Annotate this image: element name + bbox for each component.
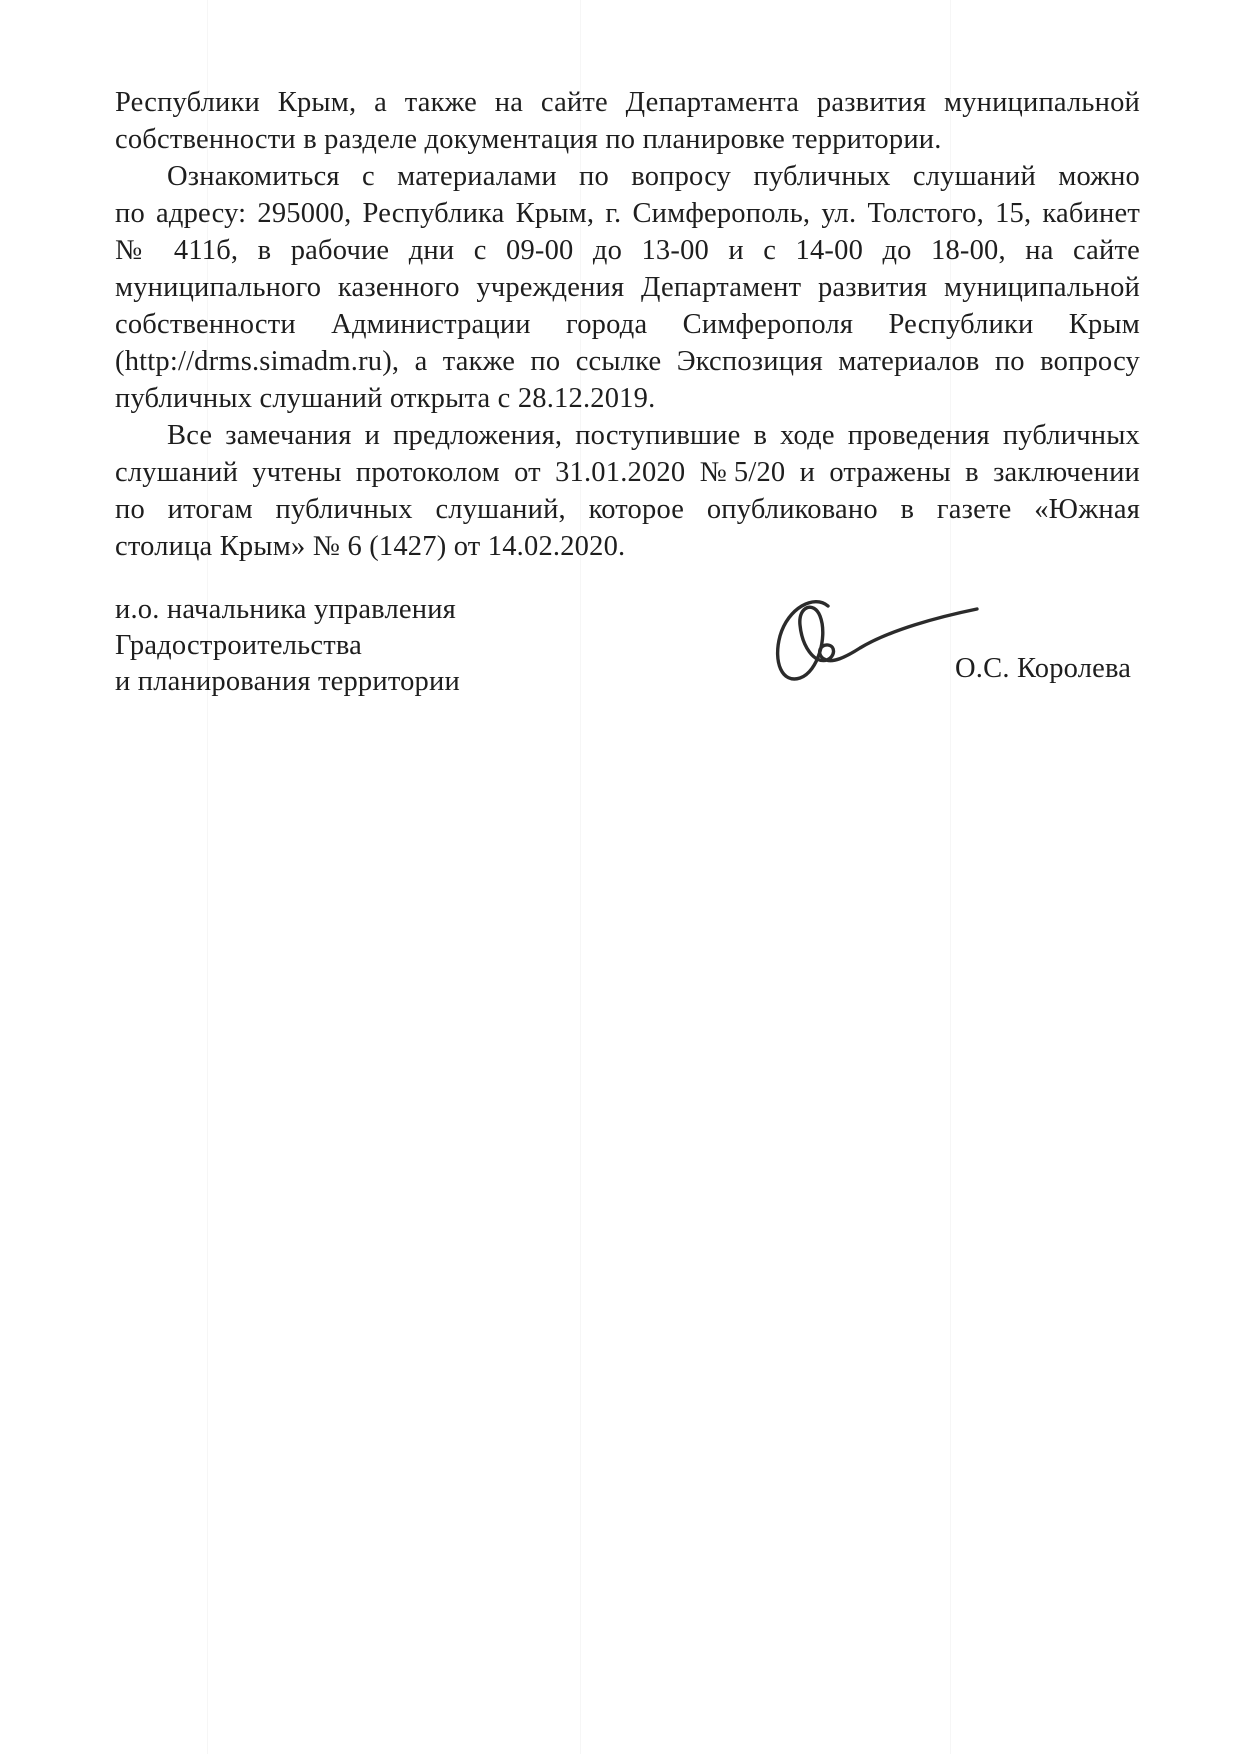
text-line: по адресу: 295000, Республика Крым, г. Симферополь, ул. Толстого, 15, кабинет <box>115 198 1140 229</box>
text-line: Республики Крым, а также на сайте Департамента развития муниципальной <box>115 87 1140 118</box>
text-line: публичных слушаний открыта с 28.12.2019. <box>115 383 656 414</box>
text-line: Ознакомиться с материалами по вопросу публичных слушаний можно <box>167 161 1140 192</box>
text-line: слушаний учтены протоколом от 31.01.2020 №5/20 и отражены в заключении <box>115 457 1140 488</box>
document-body <box>115 84 1140 565</box>
handwritten-signature-icon <box>770 592 990 702</box>
signer-name: О.С. Королева <box>955 653 1132 684</box>
signatory-title-line: и планирования территории <box>115 666 460 697</box>
text-line: собственности Администрации города Симферополя Республики Крым <box>115 309 1140 340</box>
signatory-title-line: Градостроительства <box>115 630 363 661</box>
text-line: по итогам публичных слушаний, которое опубликовано в газете «Южная <box>115 494 1140 525</box>
text-line: муниципального казенного учреждения Департамент развития муниципальной <box>115 272 1140 303</box>
text-line: Все замечания и предложения, поступившие в ходе проведения публичных <box>167 420 1140 451</box>
signatory-title-line: и.о. начальника управления <box>115 594 456 625</box>
text-line: столица Крым» № 6 (1427) от 14.02.2020. <box>115 531 626 562</box>
text-line: № 411б, в рабочие дни с 09-00 до 13-00 и с 14-00 до 18-00, на сайте <box>115 235 1140 266</box>
signatory-title <box>115 592 460 700</box>
text-line: (http://drms.simadm.ru), а также по ссылке Экспозиция материалов по вопросу <box>115 346 1140 377</box>
text-line: собственности в разделе документация по планировке территории. <box>115 124 942 155</box>
